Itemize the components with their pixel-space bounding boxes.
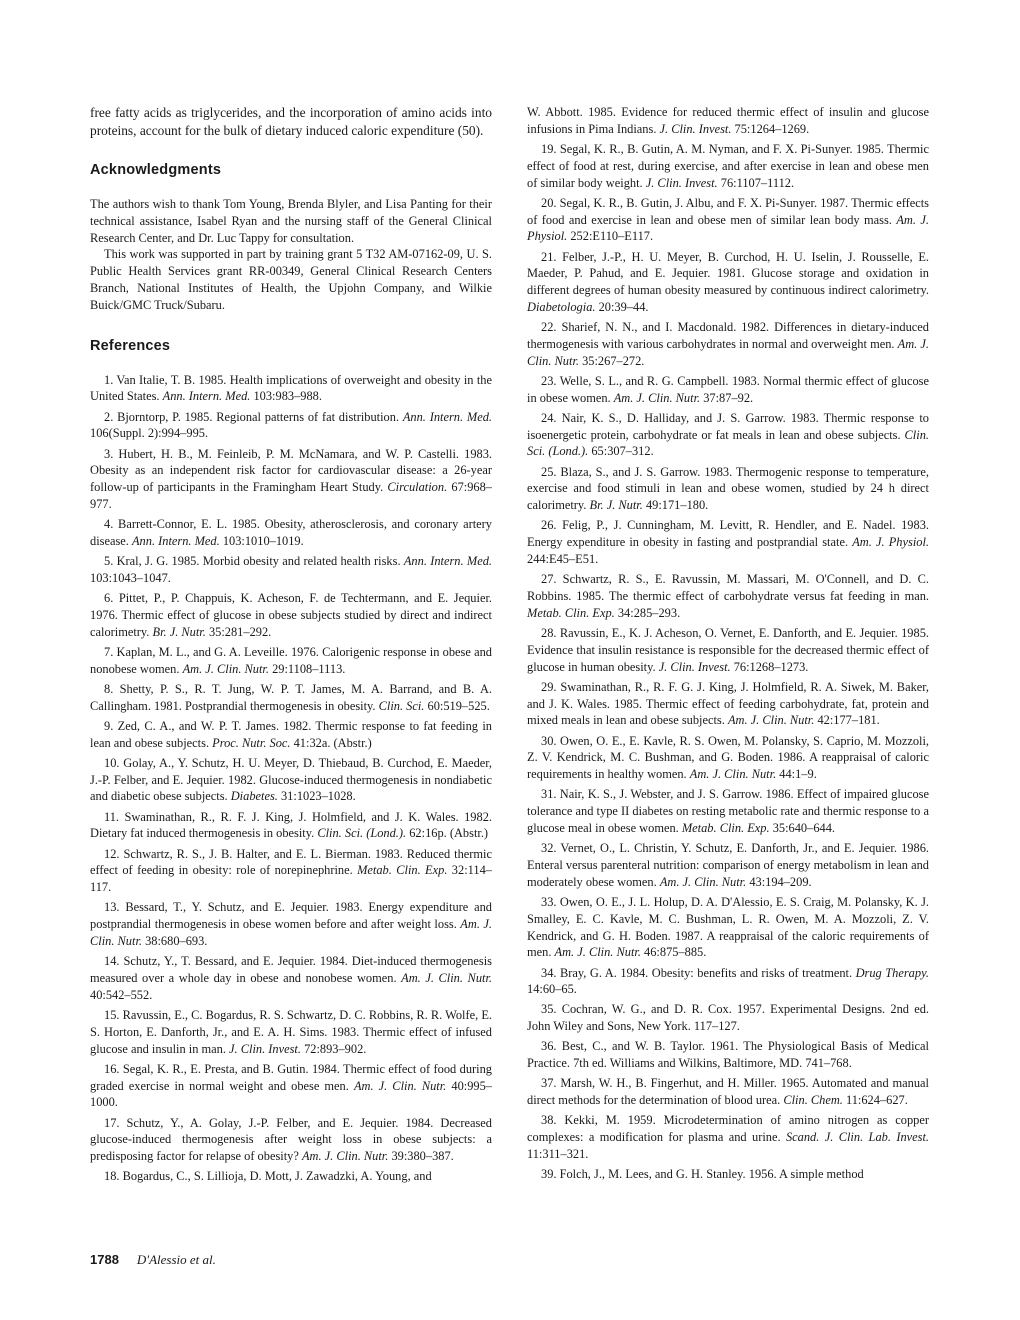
reference-item: 6. Pittet, P., P. Chappuis, K. Acheson, F. de Techtermann, and E. Jequier. 1976. Thermic effect of glucose in obese subjects studied by direct and indirect calorimetry. Br. J. Nutr. 35:281–292. xyxy=(90,591,492,639)
reference-item: 9. Zed, C. A., and W. P. T. James. 1982. Thermic response to fat feeding in lean and obese subjects. Proc. Nutr. Soc. 41:32a. (Abstr.) xyxy=(90,718,492,750)
reference-item: 8. Shetty, P. S., R. T. Jung, W. P. T. James, M. A. Barrand, and B. A. Callingham. 1981. Postprandial thermogenesis in obesity. Clin. Sci. 60:519–525. xyxy=(90,681,492,713)
acknowledgments-paragraph: The authors wish to thank Tom Young, Brenda Blyler, and Lisa Panting for their technical assistance, Isabel Ryan and the nursing staff of the General Clinical Research Center, and Dr. Luc Tappy for consultation. xyxy=(90,197,492,245)
left-column xyxy=(90,104,492,1188)
reference-item: 22. Sharief, N. N., and I. Macdonald. 1982. Differences in dietary-induced thermogenesis with various carbohydrates in normal and overweight men. Am. J. Clin. Nutr. 35:267–272. xyxy=(527,320,929,368)
reference-item: 32. Vernet, O., L. Christin, Y. Schutz, E. Danforth, Jr., and E. Jequier. 1986. Enteral versus parenteral nutrition: comparison of energy metabolism in lean and moderately obese women. Am. J. Clin. Nutr. 43:194–209. xyxy=(527,841,929,889)
reference-item: 7. Kaplan, M. L., and G. A. Leveille. 1976. Calorigenic response in obese and nonobese women. Am. J. Clin. Nutr. 29:1108–1113. xyxy=(90,644,492,676)
reference-item: 28. Ravussin, E., K. J. Acheson, O. Vernet, E. Danforth, and E. Jequier. 1985. Evidence that insulin resistance is responsible for the decreased thermic effect of glucose in human obesity. J. Clin. Invest. 76:1268–1273. xyxy=(527,626,929,674)
reference-item: 12. Schwartz, R. S., J. B. Halter, and E. L. Bierman. 1983. Reduced thermic effect of feeding in obesity: role of norepinephrine. Metab. Clin. Exp. 32:114–117. xyxy=(90,846,492,895)
page-number: 1788 xyxy=(90,1252,119,1267)
reference-item: 23. Welle, S. L., and R. G. Campbell. 1983. Normal thermic effect of glucose in obese women. Am. J. Clin. Nutr. 37:87–92. xyxy=(527,373,929,405)
reference-item: 20. Segal, K. R., B. Gutin, J. Albu, and F. X. Pi-Sunyer. 1987. Thermic effects of food and exercise in lean and obese men of similar lean body mass. Am. J. Physiol. 252:E110–E117. xyxy=(527,195,929,244)
page-footer xyxy=(90,1252,216,1268)
reference-item: 24. Nair, K. S., D. Halliday, and J. S. Garrow. 1983. Thermic response to isoenergetic protein, carbohydrate or fat meals in lean and obese subjects. Clin. Sci. (Lond.). 65:307–312. xyxy=(527,410,929,459)
acknowledgments-section xyxy=(90,196,492,314)
reference-item: 15. Ravussin, E., C. Bogardus, R. S. Schwartz, D. C. Robbins, R. R. Wolfe, E. S. Horton, E. Danforth, Jr., and E. A. H. Sims. 1983. Thermic effect of infused glucose and insulin in man. J. Clin. Invest. 72:893–902. xyxy=(90,1007,492,1056)
reference-item: 30. Owen, O. E., E. Kavle, R. S. Owen, M. Polansky, S. Caprio, M. Mozzoli, Z. V. Kendrick, M. C. Bushman, and G. Boden. 1986. A reappraisal of caloric requirements in healthy women. Am. J. Clin. Nutr. 44:1–9. xyxy=(527,733,929,782)
reference-item: 4. Barrett-Connor, E. L. 1985. Obesity, atherosclerosis, and coronary artery disease. Ann. Intern. Med. 103:1010–1019. xyxy=(90,517,492,548)
reference-item: 18. Bogardus, C., S. Lillioja, D. Mott, J. Zawadzki, A. Young, and xyxy=(104,1169,432,1184)
reference-item: 37. Marsh, W. H., B. Fingerhut, and H. Miller. 1965. Automated and manual direct methods for the determination of blood urea. Clin. Chem. 11:624–627. xyxy=(527,1076,929,1108)
reference-item: 27. Schwartz, R. S., E. Ravussin, M. Massari, M. O'Connell, and D. C. Robbins. 1985. The thermic effect of carbohydrate versus fat feeding in man. Metab. Clin. Exp. 34:285–293. xyxy=(527,572,929,620)
references-heading: References xyxy=(90,337,171,354)
reference-item: 1. Van Italie, T. B. 1985. Health implications of overweight and obesity in the United States. Ann. Intern. Med. 103:983–988. xyxy=(90,372,492,404)
reference-item: 25. Blaza, S., and J. S. Garrow. 1983. Thermogenic response to temperature, exercise and food stimuli in lean and obese women, studied by 24 h direct calorimetry. Br. J. Nutr. 49:171–180. xyxy=(527,464,929,513)
acknowledgments-paragraph: This work was supported in part by training grant 5 T32 AM-07162-09, U. S. Public Health Services grant RR-00349, General Clinical Research Centers Branch, National Institutes of Health, the Upjohn Company, and Wilkie Buick/GMC Truck/Subaru. xyxy=(90,247,492,312)
reference-item: 16. Segal, K. R., E. Presta, and B. Gutin. 1984. Thermic effect of food during graded exercise in normal weight and obese men. Am. J. Clin. Nutr. 40:995–1000. xyxy=(90,1061,492,1110)
reference-item: 36. Best, C., and W. B. Taylor. 1961. The Physiological Basis of Medical Practice. 7th ed. Williams and Wilkins, Baltimore, MD. 741–768. xyxy=(527,1039,929,1071)
reference-item: 11. Swaminathan, R., R. F. J. King, J. Holmfield, and J. K. Wales. 1982. Dietary fat induced thermogenesis in obesity. Clin. Sci. (Lond.). 62:16p. (Abstr.) xyxy=(90,809,492,841)
reference-item: 10. Golay, A., Y. Schutz, H. U. Meyer, D. Thiebaud, B. Curchod, E. Maeder, J.-P. Felber, and E. Jequier. 1982. Glucose-induced thermogenesis in nondiabetic and diabetic obese subjects. Diabetes. 31:1023–1028. xyxy=(90,755,492,804)
reference-item: 13. Bessard, T., Y. Schutz, and E. Jequier. 1983. Energy expenditure and postprandial thermogenesis in obese women before and after weight loss. Am. J. Clin. Nutr. 38:680–693. xyxy=(90,900,492,948)
intro-paragraph: free fatty acids as triglycerides, and the incorporation of amino acids into proteins, account for the bulk of dietary induced caloric expenditure (50). xyxy=(90,105,492,138)
reference-item: 29. Swaminathan, R., R. F. G. J. King, J. Holmfield, R. A. Siwek, M. Baker, and J. K. Wales. 1985. Thermic effect of feeding carbohydrate, fat, protein and mixed meals in lean and obese subjects. Am. J. Clin. Nutr. 42:177–181. xyxy=(527,679,929,728)
acknowledgments-heading: Acknowledgments xyxy=(90,162,222,178)
reference-item: 21. Felber, J.-P., H. U. Meyer, B. Curchod, H. U. Iselin, J. Rousselle, E. Maeder, P. Pahud, and E. Jequier. 1981. Glucose storage and oxidation in different degrees of human obesity measured by continuous indirect calorimetry. Diabetologia. 20:39–44. xyxy=(527,249,929,314)
reference-item: 35. Cochran, W. G., and D. R. Cox. 1957. Experimental Designs. 2nd ed. John Wiley and Sons, New York. 117–127. xyxy=(527,1002,929,1034)
reference-item: 26. Felig, P., J. Cunningham, M. Levitt, R. Hendler, and E. Nadel. 1983. Energy expenditure in obesity in fasting and postprandial state. Am. J. Physiol. 244:E45–E51. xyxy=(527,518,929,567)
reference-item: 19. Segal, K. R., B. Gutin, A. M. Nyman, and F. X. Pi-Sunyer. 1985. Thermic effect of food at rest, during exercise, and after exercise in lean and obese men of similar body weight. J. Clin. Invest. 76:1107–1112. xyxy=(527,141,929,190)
running-head: D'Alessio et al. xyxy=(136,1252,216,1267)
reference-item: 38. Kekki, M. 1959. Microdetermination of amino nitrogen as copper complexes: a modification for plasma and urine. Scand. J. Clin. Lab. Invest. 11:311–321. xyxy=(527,1113,930,1162)
reference-item: 2. Bjorntorp, P. 1985. Regional patterns of fat distribution. Ann. Intern. Med. 106(Suppl. 2):994–995. xyxy=(90,409,492,441)
reference-item: 17. Schutz, Y., A. Golay, J.-P. Felber, and E. Jequier. 1984. Decreased glucose-induced thermogenesis after weight loss in obese subjects: a predisposing factor for relapse of obesity? Am. J. Clin. Nutr. 39:380–387. xyxy=(90,1115,492,1164)
right-column xyxy=(527,104,929,1186)
reference-item: 14. Schutz, Y., T. Bessard, and E. Jequier. 1984. Diet-induced thermogenesis measured over a whole day in obese and nonobese women. Am. J. Clin. Nutr. 40:542–552. xyxy=(90,954,492,1002)
references-list-left xyxy=(90,372,492,1186)
reference-item: 34. Bray, G. A. 1984. Obesity: benefits and risks of treatment. Drug Therapy. 14:60–65. xyxy=(527,965,929,997)
reference-item: 39. Folch, J., M. Lees, and G. H. Stanley. 1956. A simple method xyxy=(541,1167,864,1182)
reference-item: 31. Nair, K. S., J. Webster, and J. S. Garrow. 1986. Effect of impaired glucose tolerance and type II diabetes on resting metabolic rate and thermic response to a glucose meal in obese women. Metab. Clin. Exp. 35:640–644. xyxy=(527,787,929,835)
reference-item: 33. Owen, O. E., J. L. Holup, D. A. D'Alessio, E. S. Craig, M. Polansky, K. J. Smalley, E. C. Kavle, M. C. Bushman, L. R. Owen, M. A. Mozzoli, Z. V. Kendrick, and G. H. Boden. 1987. A reappraisal of the caloric requirements of men. Am. J. Clin. Nutr. 46:875–885. xyxy=(527,894,929,960)
references-list-right xyxy=(527,104,929,1183)
reference-item: 5. Kral, J. G. 1985. Morbid obesity and related health risks. Ann. Intern. Med. 103:1043–1047. xyxy=(90,554,493,585)
reference-item: W. Abbott. 1985. Evidence for reduced thermic effect of insulin and glucose infusions in Pima Indians. J. Clin. Invest. 75:1264–1269. xyxy=(527,105,929,136)
reference-item: 3. Hubert, H. B., M. Feinleib, P. M. McNamara, and W. P. Castelli. 1983. Obesity as an independent risk factor for cardiovascular disease: a 26-year follow-up of participants in the Framingham Heart Study. Circulation. 67:968–977. xyxy=(90,446,492,511)
